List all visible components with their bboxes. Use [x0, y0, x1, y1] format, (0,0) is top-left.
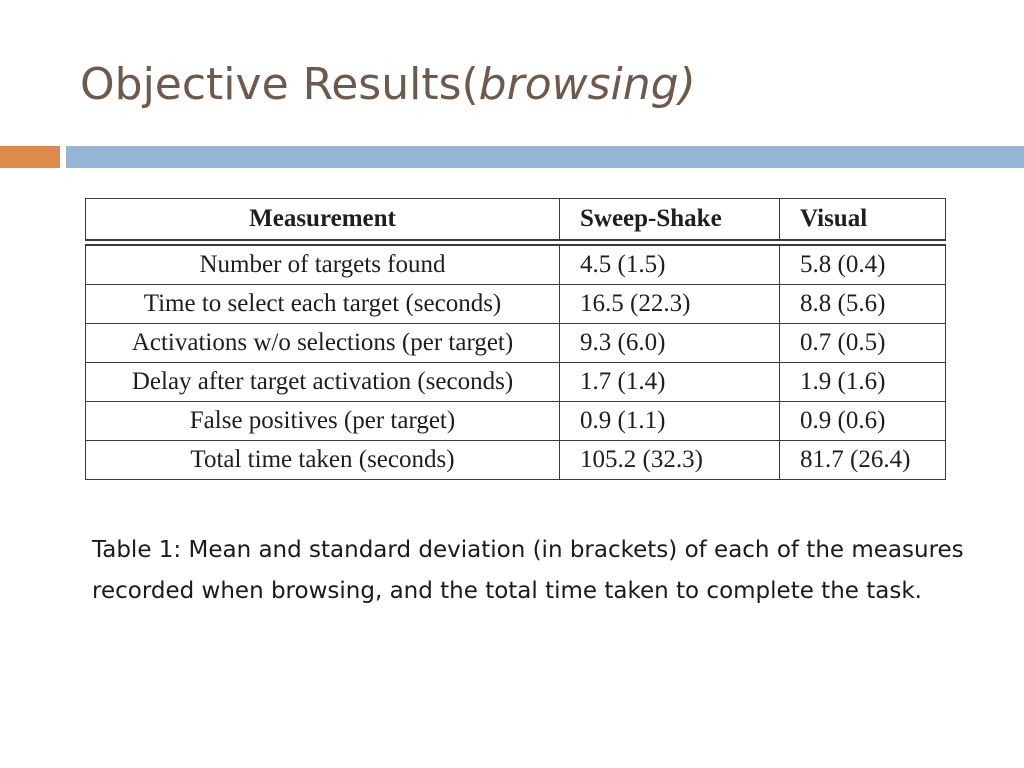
slide-title-main: Objective Results( — [80, 59, 479, 110]
cell-measurement: Delay after target activation (seconds) — [86, 363, 560, 402]
cell-visual: 0.7 (0.5) — [780, 324, 946, 363]
cell-visual: 8.8 (5.6) — [780, 285, 946, 324]
cell-sweep-shake: 16.5 (22.3) — [560, 285, 780, 324]
table-row — [86, 324, 946, 363]
accent-bar-orange — [0, 146, 60, 168]
cell-sweep-shake: 0.9 (1.1) — [560, 402, 780, 441]
header-visual: Visual — [780, 199, 946, 243]
cell-visual: 0.9 (0.6) — [780, 402, 946, 441]
table-row — [86, 441, 946, 480]
slide-title — [80, 50, 696, 120]
table-row — [86, 402, 946, 441]
cell-visual: 5.8 (0.4) — [780, 243, 946, 285]
cell-measurement: Time to select each target (seconds) — [86, 285, 560, 324]
cell-sweep-shake: 4.5 (1.5) — [560, 243, 780, 285]
slide-title-italic: browsing) — [478, 59, 696, 110]
cell-measurement: Total time taken (seconds) — [86, 441, 560, 480]
cell-measurement: Number of targets found — [86, 243, 560, 285]
cell-sweep-shake: 1.7 (1.4) — [560, 363, 780, 402]
table-row — [86, 285, 946, 324]
results-table-container — [85, 198, 945, 480]
cell-sweep-shake: 9.3 (6.0) — [560, 324, 780, 363]
cell-measurement: Activations w/o selections (per target) — [86, 324, 560, 363]
accent-bar-blue — [66, 146, 1024, 168]
header-sweep-shake: Sweep-Shake — [560, 199, 780, 243]
cell-sweep-shake: 105.2 (32.3) — [560, 441, 780, 480]
cell-measurement: False positives (per target) — [86, 402, 560, 441]
results-table — [85, 198, 946, 480]
table-row — [86, 363, 946, 402]
header-measurement: Measurement — [86, 199, 560, 243]
table-row — [86, 243, 946, 285]
table-header-row — [86, 199, 946, 243]
cell-visual: 1.9 (1.6) — [780, 363, 946, 402]
table-caption: Table 1: Mean and standard deviation (in brackets) of each of the measures recorded when browsing, and the total time taken to complete the task. — [92, 537, 964, 604]
cell-visual: 81.7 (26.4) — [780, 441, 946, 480]
